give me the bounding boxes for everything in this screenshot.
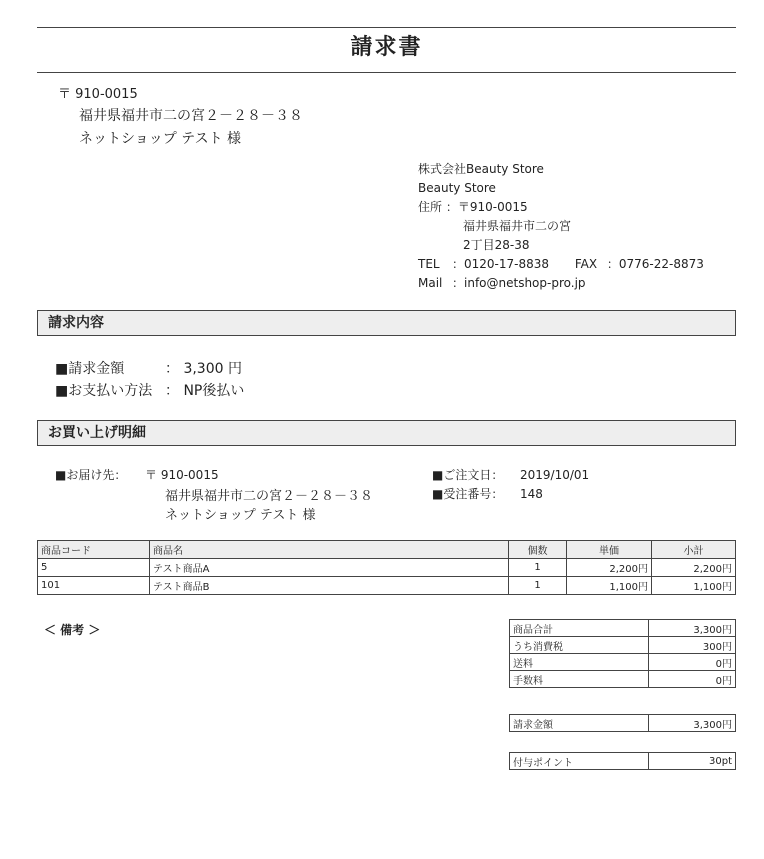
- order-date: 2019/10/01: [520, 468, 590, 482]
- issuer-mail: ：info@netshop-pro.jp: [452, 276, 586, 290]
- issuer-postal: 〒910-0015: [457, 200, 528, 214]
- item-qty: 1: [509, 577, 567, 595]
- billing-method-row: [55, 380, 244, 400]
- issuer-address-line2: 2丁目28-38: [463, 238, 530, 252]
- issuer-fax-label: FAX: [574, 257, 598, 271]
- summary-row: [510, 671, 736, 688]
- billing-amount-row: [55, 358, 242, 378]
- title-rule: [37, 72, 736, 73]
- issuer-tel-row: [418, 255, 704, 274]
- col-price-header: 単価: [567, 541, 652, 559]
- billing-amount-label: ■請求金額: [55, 361, 125, 377]
- recipient-postal: 〒 910-0015: [58, 87, 138, 102]
- order-no: 148: [520, 487, 543, 501]
- col-qty-header: 個数: [509, 541, 567, 559]
- col-subtotal-header: 小計: [652, 541, 736, 559]
- item-name: テスト商品B: [150, 577, 509, 595]
- issuer-address-label: 住所 ：: [418, 200, 458, 214]
- summary-table: [509, 619, 736, 688]
- issuer-address-row: [418, 198, 704, 217]
- issuer-tel: ：0120-17-8838: [452, 257, 550, 271]
- recipient-address: 福井県福井市二の宮２－２８－３８: [79, 108, 303, 124]
- summary-row: [510, 620, 736, 637]
- total-table: [509, 714, 736, 732]
- item-qty: 1: [509, 559, 567, 577]
- item-name: テスト商品A: [150, 559, 509, 577]
- summary-label: うち消費税: [510, 637, 649, 654]
- issuer-address-line1: 福井県福井市二の宮: [463, 219, 572, 233]
- issuer-fax: ：0776-22-8873: [606, 257, 704, 271]
- summary-label: 商品合計: [510, 620, 649, 637]
- table-row: [38, 559, 736, 577]
- summary-value: 3,300円: [649, 620, 736, 637]
- delivery-postal: 〒 910-0015: [145, 468, 219, 482]
- billing-amount-value: ： 3,300 円: [165, 361, 242, 377]
- issuer-company: 株式会社Beauty Store: [418, 162, 544, 176]
- summary-value: 0円: [649, 671, 736, 688]
- billing-method-value: ： NP後払い: [165, 383, 245, 399]
- issuer-shop: Beauty Store: [418, 181, 496, 195]
- col-code-header: 商品コード: [38, 541, 150, 559]
- summary-row: [510, 654, 736, 671]
- summary-value: 300円: [649, 637, 736, 654]
- issuer-mail-label: Mail: [418, 276, 443, 290]
- delivery-address: 福井県福井市二の宮２－２８－３８: [165, 489, 374, 504]
- top-rule: [37, 27, 736, 28]
- summary-label: 送料: [510, 654, 649, 671]
- summary-value: 0円: [649, 654, 736, 671]
- item-code: 5: [38, 559, 150, 577]
- total-label: 請求金額: [510, 715, 649, 732]
- order-date-row: [432, 466, 589, 483]
- invoice-title: 請求書: [350, 35, 423, 60]
- total-row: [510, 715, 736, 732]
- issuer-mail-row: [418, 274, 704, 293]
- summary-row: [510, 637, 736, 654]
- item-price: 1,100円: [567, 577, 652, 595]
- billing-method-label: ■お支払い方法: [55, 383, 153, 399]
- item-subtotal: 1,100円: [652, 577, 736, 595]
- col-name-header: 商品名: [150, 541, 509, 559]
- order-no-row: [432, 485, 543, 502]
- details-section-header: [37, 420, 736, 446]
- recipient-name: ネットショップ テスト 様: [79, 131, 242, 147]
- points-value: 30pt: [649, 753, 736, 770]
- summary-label: 手数料: [510, 671, 649, 688]
- delivery-name: ネットショップ テスト 様: [165, 508, 316, 523]
- items-header-row: [38, 541, 736, 559]
- order-no-label: ■受注番号：: [432, 487, 504, 501]
- item-price: 2,200円: [567, 559, 652, 577]
- issuer-tel-label: TEL: [418, 257, 440, 271]
- order-date-label: ■ご注文日：: [432, 468, 504, 482]
- billing-heading: 請求内容: [48, 315, 104, 331]
- points-table: [509, 752, 736, 770]
- item-subtotal: 2,200円: [652, 559, 736, 577]
- total-value: 3,300円: [649, 715, 736, 732]
- item-code: 101: [38, 577, 150, 595]
- issuer-block: [418, 160, 704, 293]
- items-table: [37, 540, 736, 595]
- details-heading: お買い上げ明細: [48, 425, 146, 441]
- billing-section-header: [37, 310, 736, 336]
- points-label: 付与ポイント: [510, 753, 649, 770]
- delivery-label: ■お届け先：: [55, 468, 127, 482]
- table-row: [38, 577, 736, 595]
- points-row: [510, 753, 736, 770]
- remarks-label: ＜ 備考 ＞: [44, 623, 101, 637]
